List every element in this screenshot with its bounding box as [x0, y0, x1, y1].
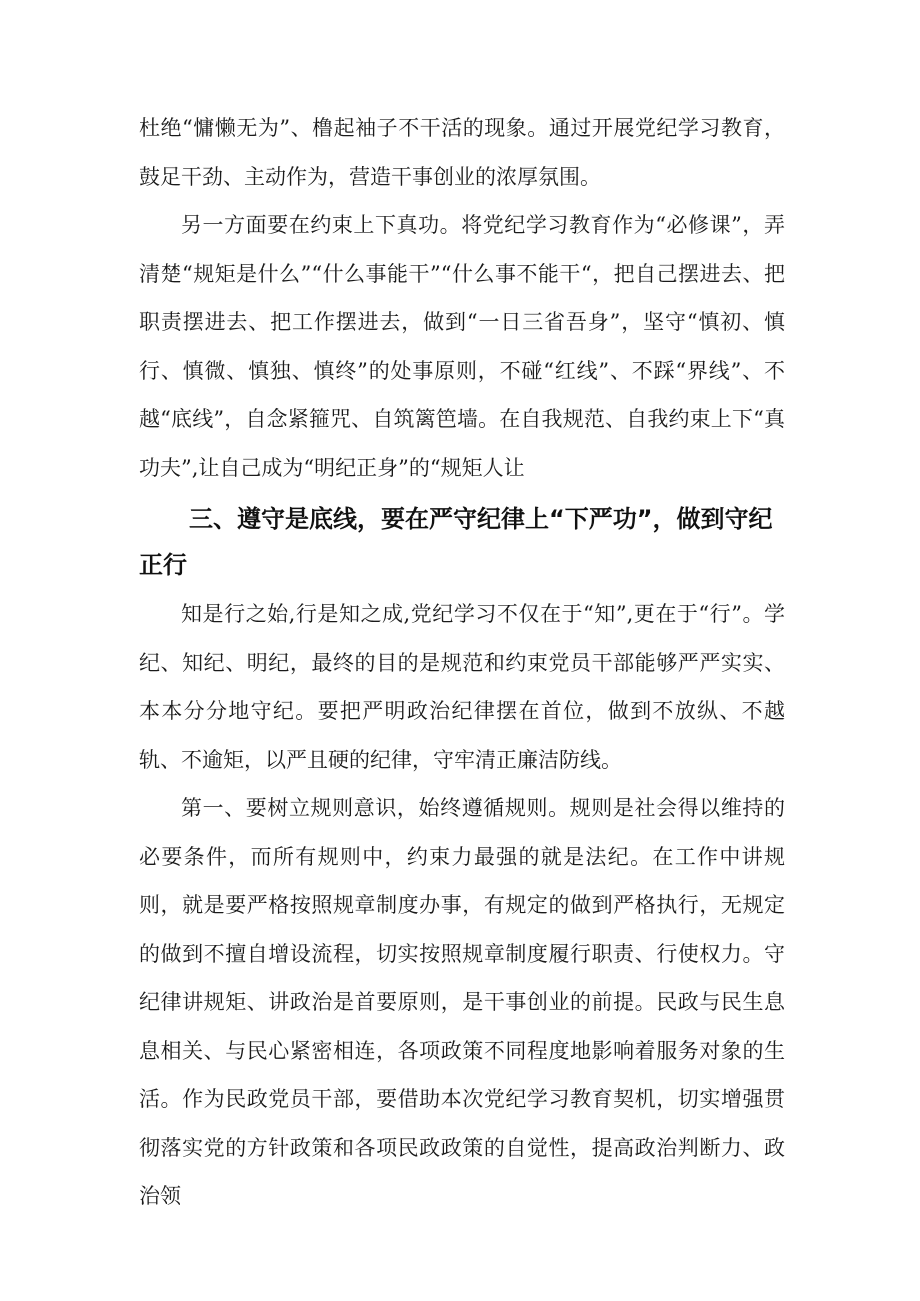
paragraph-continuation: 杜绝“慵懒无为”、橹起袖子不干活的现象。通过开展党纪学习教育，鼓足干劲、主动作为，营造干事创业的浓厚氛围。 — [139, 116, 785, 189]
document-body — [139, 104, 785, 1221]
section-heading: 三、遵守是底线，要在严守纪律上“下严功”，做到守纪正行 — [139, 505, 773, 579]
paragraph-constraint: 另一方面要在约束上下真功。将党纪学习教育作为“必修课”，弄清楚“规矩是什么”“什么事能干”“什么事不能干“，把自己摆进去、把职责摆进去、把工作摆进去，做到“一日三省吾身”，坚守“慎初、慎行、慎微、慎独、慎终”的处事原则，不碰“红线”、不踩“界线”、不越“底线”，自念紧箍咒、自筑篱笆墙。在自我规范、自我约束上下“真功夫”,让自己成为“明纪正身”的“规矩人让 — [139, 213, 785, 480]
paragraph-knowledge-action: 知是行之始,行是知之成,党纪学习不仅在于“知”,更在于“行”。学纪、知纪、明纪，最终的目的是规范和约束党员干部能够严严实实、本本分分地守纪。要把严明政治纪律摆在首位，做到不放纵、不越轨、不逾矩，以严且硬的纪律，守牢清正廉洁防线。 — [139, 602, 785, 772]
paragraph-rule-awareness: 第一、要树立规则意识，始终遵循规则。规则是社会得以维持的必要条件，而所有规则中，约束力最强的就是法纪。在工作中讲规则，就是要严格按照规章制度办事，有规定的做到严格执行，无规定的做到不擅自增设流程，切实按照规章制度履行职责、行使权力。守纪律讲规矩、讲政治是首要原则，是干事创业的前提。民政与民生息息相关、与民心紧密相连，各项政策不同程度地影响着服务对象的生活。作为民政党员干部，要借助本次党纪学习教育契机，切实增强贯彻落实党的方针政策和各项民政政策的自觉性，提高政治判断力、政治领 — [139, 796, 785, 1208]
